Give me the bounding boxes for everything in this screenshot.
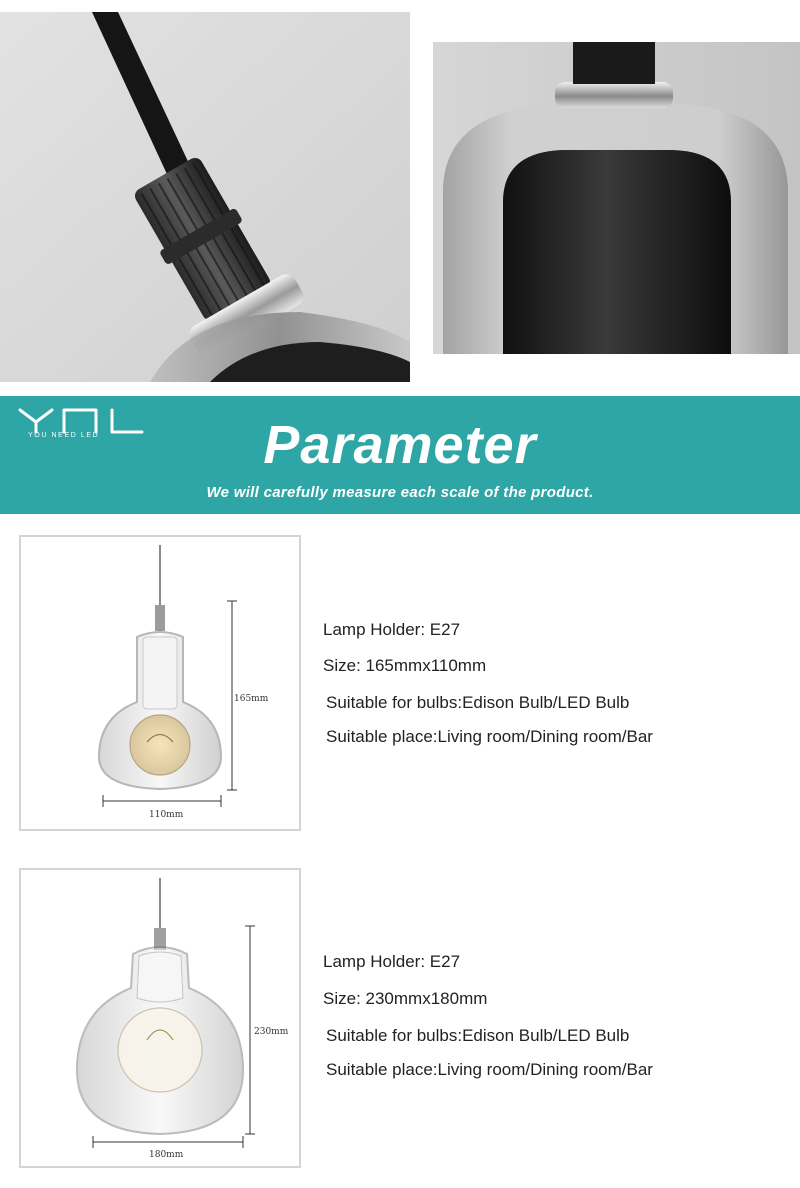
logo-tagline: YOU NEED LED <box>28 432 100 439</box>
width-dimension-label: 180mm <box>149 1150 184 1160</box>
height-dimension-label: 230mm <box>254 1027 289 1037</box>
product-photo-glass-shade <box>433 42 800 354</box>
banner-title: Parameter <box>263 415 537 475</box>
product-photo-cable-socket <box>0 12 410 382</box>
size-spec: Size: 165mmx110mm <box>323 656 487 675</box>
lamp-holder-spec: Lamp Holder: E27 <box>323 952 461 971</box>
height-dimension-label: 165mm <box>234 694 269 704</box>
suitable-place-spec: Suitable place:Living room/Dining room/Bar <box>326 1060 653 1079</box>
parameter-banner <box>0 396 800 514</box>
product-dimension-image-large <box>19 868 301 1168</box>
product-dimension-image-small <box>19 535 301 831</box>
lamp-holder-spec: Lamp Holder: E27 <box>323 620 461 639</box>
suitable-bulbs-spec: Suitable for bulbs:Edison Bulb/LED Bulb <box>326 1026 630 1045</box>
suitable-place-spec: Suitable place:Living room/Dining room/Bar <box>326 727 653 746</box>
banner-subtitle: We will carefully measure each scale of the product. <box>206 484 594 501</box>
size-spec: Size: 230mmx180mm <box>323 989 488 1008</box>
suitable-bulbs-spec: Suitable for bulbs:Edison Bulb/LED Bulb <box>326 693 630 712</box>
width-dimension-label: 110mm <box>149 810 184 820</box>
